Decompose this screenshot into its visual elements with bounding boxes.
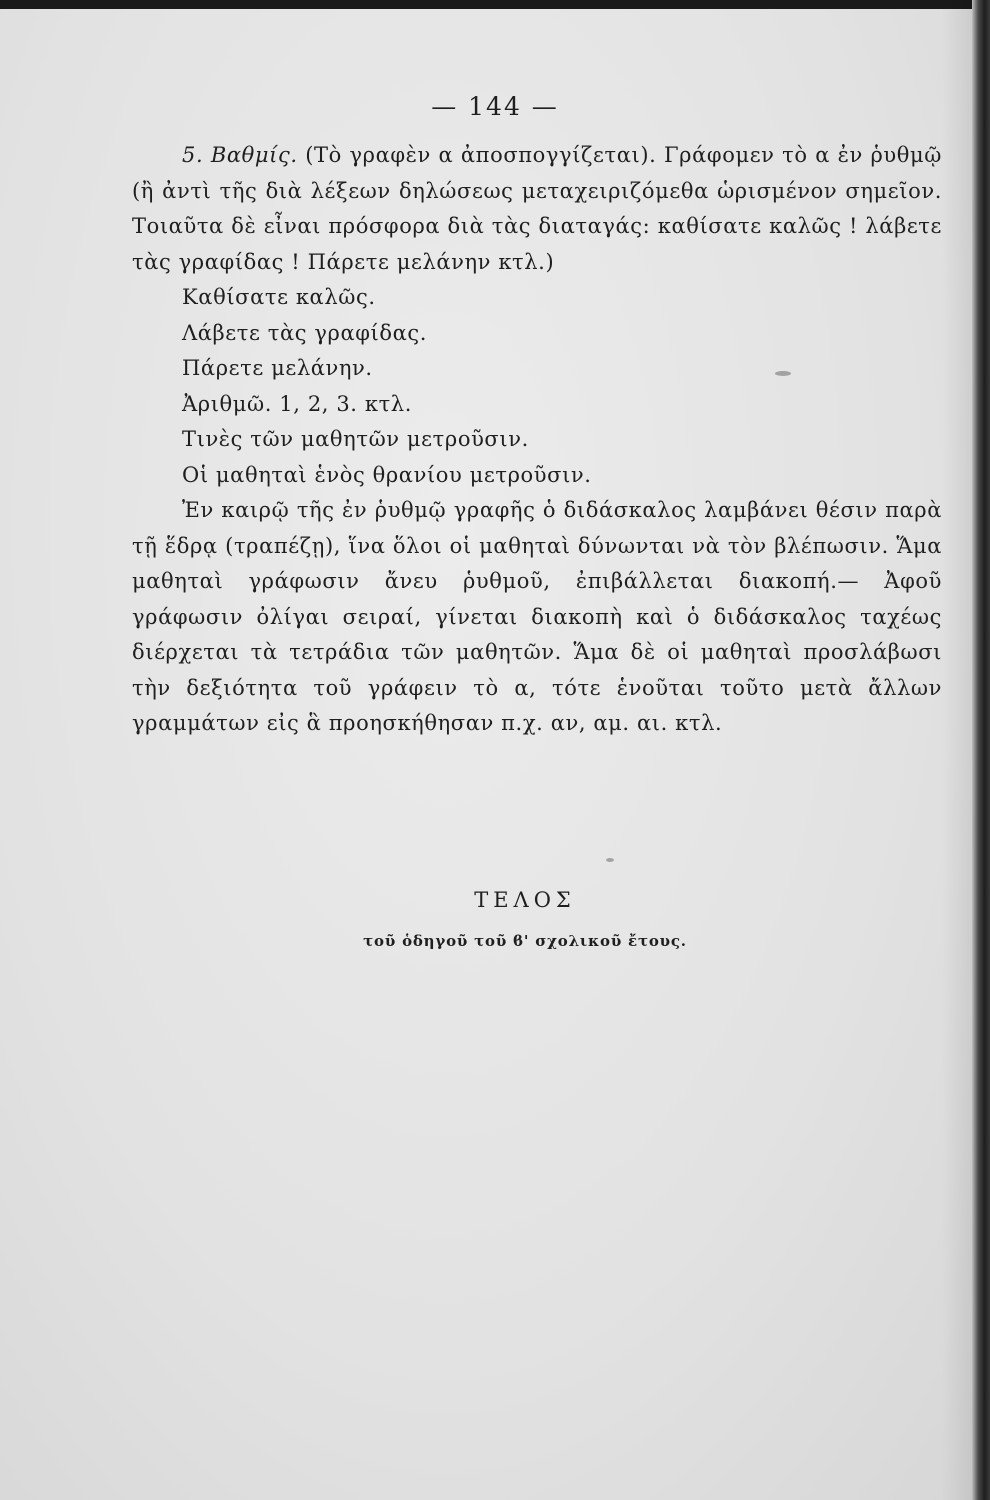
binding-shadow xyxy=(942,0,972,1500)
intro-paragraph xyxy=(132,138,942,280)
page-top-edge xyxy=(0,0,990,9)
command-line: Ἀριθμῶ. 1, 2, 3. κτλ. xyxy=(182,391,412,416)
end-title: ΤΕΛΟΣ xyxy=(474,888,576,912)
command-line: Καθίσατε καλῶς. xyxy=(182,285,376,309)
body-text xyxy=(132,138,942,742)
page-number: — 144 — xyxy=(431,92,559,121)
intro-paragraph-text: (Τὸ γραφὲν α ἀποσπογγίζεται). Γράφομεν τὸ α ἐν ῥυθμῷ (ἢ ἀντὶ τῆς διὰ λέξεων δηλώσεως μεταχειριζόμεθα ὡρισμένον σημεῖον. Τοιαῦτα δὲ εἶναι πρόσφορα διὰ τὰς διαταγάς: καθίσατε καλῶς ! λάβετε τὰς γραφίδας ! Πάρετε μελάνην κτλ.) xyxy=(132,143,942,274)
command-line: Τινὲς τῶν μαθητῶν μετροῦσιν. xyxy=(182,427,529,451)
binding-edge xyxy=(972,0,990,1500)
command-line: Οἱ μαθηταὶ ἑνὸς θρανίου μετροῦσιν. xyxy=(182,462,592,487)
final-paragraph: Ἐν καιρῷ τῆς ἐν ῥυθμῷ γραφῆς ὁ διδάσκαλος λαμβάνει θέσιν παρὰ τῇ ἕδρᾳ (τραπέζῃ), ἵνα ὅλοι οἱ μαθηταὶ δύνωνται νὰ τὸν βλέπωσιν. Ἅμα μαθηταὶ γράφωσιν ἄνευ ῥυθμοῦ, ἐπιβάλλεται διακοπή.— Ἀφοῦ γράφωσιν ὀλίγαι σειραί, γίνεται διακοπὴ καὶ ὁ διδάσκαλος ταχέως διέρχεται τὰ τετράδια τῶν μαθητῶν. Ἅμα δὲ οἱ μαθηταὶ προσλάβωσι τὴν δεξιότητα τοῦ γράφειν τὸ α, τότε ἑνοῦται τοῦτο μετὰ ἄλλων γραμμάτων εἰς ἃ προησκήθησαν π.χ. αν, αμ. αι. κτλ. xyxy=(132,498,942,735)
command-line: Πάρετε μελάνην. xyxy=(182,356,373,380)
ink-smudge xyxy=(606,858,614,862)
section-label: 5. Βαθμίς. xyxy=(182,143,298,167)
end-subtitle: τοῦ ὁδηγοῦ τοῦ ϐ' σχολικοῦ ἔτους. xyxy=(363,932,687,950)
command-line: Λάβετε τὰς γραφίδας. xyxy=(182,320,428,345)
